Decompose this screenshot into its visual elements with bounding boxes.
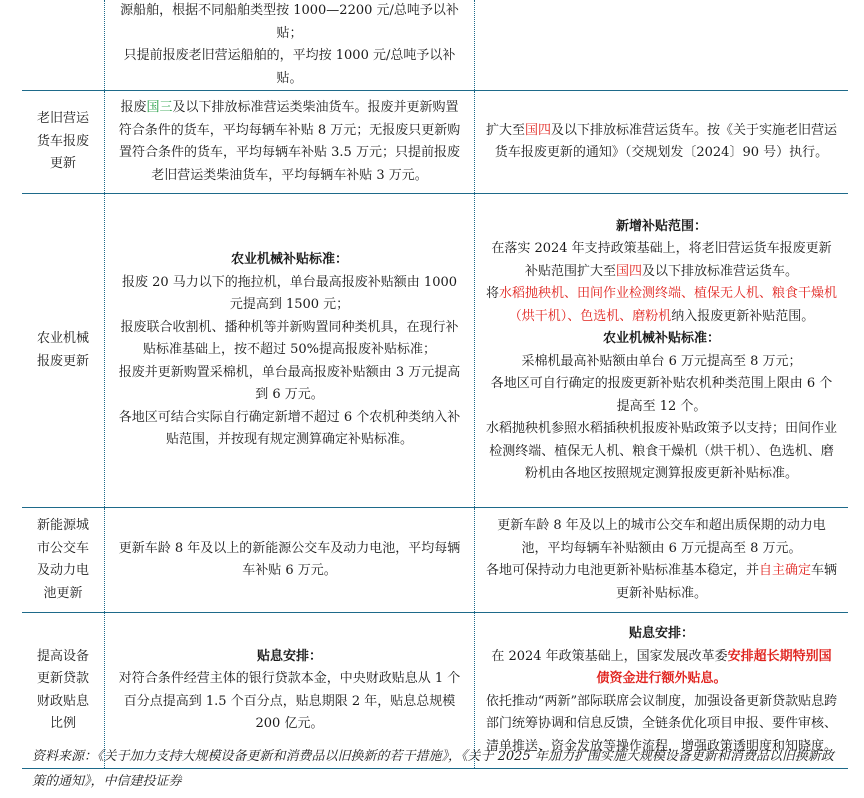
new-policy-text: 依托推动“两新”部际联席会议制度，加强设备更新贷款贴息跨部门统筹协调和信息反馈，全链条优化项目申报、要件审核、清单推送、资金发放等操作流程，增强政策透明度和知晓度。: [485, 693, 838, 754]
new-policy-text: [485, 238, 838, 283]
new-policy-text: [485, 283, 838, 328]
new-policy-text: [485, 560, 838, 605]
old-policy-text: 源船舶，根据不同船舶类型按 1000—2200 元/总吨予以补贴；: [120, 3, 459, 41]
section-title: 贴息安排：: [628, 626, 694, 641]
new-policy-text: [485, 120, 838, 165]
old-policy-cell: [105, 194, 475, 508]
text-segment: 在 2024 年政策基础上，国家发展改革委: [491, 648, 728, 664]
category-label: 新能源城市公交车及动力电池更新: [36, 518, 89, 601]
policy-comparison-table: [22, 0, 848, 769]
table-row: [22, 508, 848, 613]
old-policy-text: 各地区可结合实际自行确定新增不超过 6 个农机种类纳入补贴范围，并按现有规定测算确定补贴标准。: [118, 409, 461, 448]
old-policy-text: [115, 97, 464, 187]
text-segment: 在落实 2024 年支持政策基础上，将老旧营运货车报废更新补贴范围扩大至: [491, 241, 832, 279]
section-title: 新增补贴范围：: [615, 218, 707, 234]
category-label: 农业机械报废更新: [36, 331, 89, 369]
old-policy-text: 对符合条件经营主体的银行贷款本金，中央财政贴息从 1 个百分点提高到 1.5 个百分点，贴息期限 2 年，贴息总规模 200 亿元。: [118, 671, 461, 731]
category-cell: [22, 194, 105, 508]
new-policy-text: 各地区可自行确定的报废更新补贴农机种类范围上限由 6 个提高至 12 个。: [490, 376, 833, 414]
new-policy-text: [485, 646, 838, 691]
old-policy-text: 报废 20 马力以下的拖拉机，单台最高报废补贴额由 1000 元提高到 1500 元；: [121, 274, 458, 313]
table-row: [22, 194, 848, 508]
old-policy-text: 报废联合收割机、播种机等并新购置同种类机具，在现行补贴标准基础上，按不超过 50%提高报废补贴标准；: [120, 319, 459, 358]
old-policy-cell: [105, 91, 475, 194]
table-row: [22, 0, 848, 91]
highlight-text: 国三: [146, 100, 173, 115]
text-segment: 将: [485, 286, 499, 301]
text-segment: 车辆更新补贴标准。: [615, 563, 838, 601]
text-segment: 各地可保持动力电池更新补贴标准基本稳定，并: [485, 563, 759, 578]
section-title: 农业机械补贴标准：: [602, 331, 720, 346]
old-policy-cell: [105, 508, 475, 613]
section-title: 农业机械补贴标准：: [230, 252, 348, 268]
old-policy-text: 只提前报废老旧营运船舶的，平均按 1000 元/总吨予以补贴。: [123, 48, 456, 86]
new-policy-text: 采棉机最高补贴额由单台 6 万元提高至 8 万元；: [521, 353, 802, 369]
text-segment: 纳入报废更新补贴范围。: [671, 308, 815, 324]
old-policy-text: 更新车龄 8 年及以上的新能源公交车及动力电池，平均每辆车补贴 6 万元。: [118, 540, 461, 578]
section-title: 贴息安排：: [256, 648, 322, 664]
category-cell: [22, 91, 105, 194]
category-label: 提高设备更新贷款财政贴息比例: [36, 648, 89, 731]
new-policy-cell: [475, 508, 849, 613]
old-policy-text: 报废并更新购置采棉机，单台最高报废补贴额由 3 万元提高到 6 万元。: [118, 364, 461, 403]
highlight-text: 水稻抛秧机、田间作业检测终端、植保无人机、粮食干燥机（烘干机）、色选机、磨粉机: [499, 286, 838, 324]
text-segment: 扩大至: [485, 122, 525, 138]
table-row: [22, 91, 848, 194]
text-segment: 及以下排放标准营运类柴油货车。报废并更新购置符合条件的货车，平均每辆车补贴 8 万元；无报废只更新购置符合条件的货车，平均每辆车补贴 3.5 万元；只提前报废老旧营运类柴油货车，平均每辆车补贴 3 万元。: [118, 100, 461, 183]
text-segment: 报废: [120, 100, 147, 115]
text-segment: 及以下排放标准营运货车。按《关于实施老旧营运货车报废更新的通知》（交规划发〔2024〕90 号）执行。: [494, 122, 838, 160]
old-policy-cell: [105, 0, 475, 91]
highlight-text: 国四: [524, 122, 551, 138]
new-policy-text: 更新车龄 8 年及以上的城市公交车和超出质保期的动力电池，平均每辆车补贴额由 6 万元提高至 8 万元。: [497, 518, 826, 556]
category-cell: [22, 0, 105, 91]
new-policy-cell: [475, 91, 849, 194]
highlight-text: 自主确定: [758, 563, 811, 578]
new-policy-text: 水稻抛秧机参照水稻插秧机报废补贴政策予以支持；田间作业检测终端、植保无人机、粮食干燥机（烘干机）、色选机、磨粉机由各地区按照规定测算报废更新补贴标准。: [485, 421, 837, 481]
new-policy-cell: [475, 0, 849, 91]
category-cell: [22, 508, 105, 613]
new-policy-cell: [475, 194, 849, 508]
highlight-text: 国四: [615, 263, 642, 279]
highlight-text: 安排超长期特别国债资金进行额外贴息。: [596, 648, 832, 686]
source-note: 资料来源：《关于加力支持大规模设备更新和消费品以旧换新的若干措施》，《关于 2025 年加力扩围实施大规模设备更新和消费品以旧换新政策的通知》，中信建投证券: [32, 749, 834, 789]
category-label: 老旧营运货车报废更新: [36, 111, 89, 172]
text-segment: 及以下排放标准营运货车。: [642, 263, 799, 279]
